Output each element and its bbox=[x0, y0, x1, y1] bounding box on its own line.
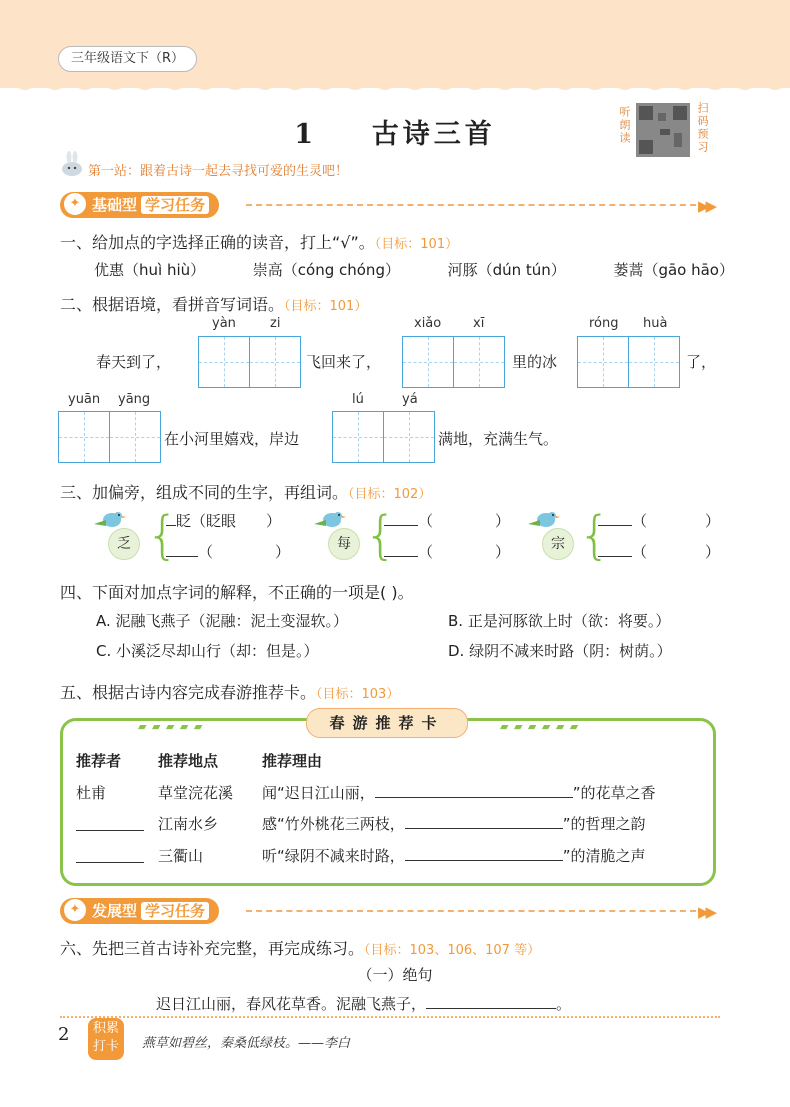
reason-post: ”的哲理之韵 bbox=[562, 815, 646, 833]
pinyin: xī bbox=[473, 316, 485, 331]
reason-pre: 感“竹外桃花三两枝， bbox=[262, 815, 405, 833]
person-blank[interactable] bbox=[76, 862, 144, 863]
q6-goal: （目标：103、106、107 等） bbox=[364, 943, 541, 958]
writing-box[interactable] bbox=[332, 411, 435, 463]
poem-line bbox=[156, 993, 571, 1014]
q3-row[interactable] bbox=[384, 510, 510, 531]
base-char: 乏 bbox=[108, 528, 140, 560]
q1-stem bbox=[60, 230, 458, 253]
paren: ） bbox=[495, 512, 511, 530]
q1-item[interactable]: 优惠（huì hiù） bbox=[94, 261, 206, 279]
q1-goal: （目标：101） bbox=[374, 237, 459, 252]
person-blank[interactable] bbox=[76, 830, 144, 831]
q2-text-segment: 满地，充满生气。 bbox=[438, 430, 559, 448]
writing-box[interactable] bbox=[198, 336, 301, 388]
section-task: 学习任务 bbox=[141, 902, 209, 920]
base-char: 宗 bbox=[542, 528, 574, 560]
pinyin: lú bbox=[352, 392, 364, 407]
double-arrow-icon: ▶▶ bbox=[698, 197, 714, 215]
pinyin: róng bbox=[589, 316, 619, 331]
card-reason bbox=[262, 813, 646, 834]
poem-blank[interactable] bbox=[426, 1008, 556, 1009]
col-header: 推荐理由 bbox=[262, 752, 323, 770]
writing-box[interactable] bbox=[402, 336, 505, 388]
paren: ） bbox=[705, 512, 721, 530]
q1-text: 一、给加点的字选择正确的读音，打上“√”。 bbox=[60, 233, 375, 252]
station-intro: 第一站：跟着古诗一起去寻找可爱的生灵吧！ bbox=[88, 164, 349, 179]
q6-stem bbox=[60, 936, 540, 959]
section-basic-banner bbox=[60, 192, 720, 218]
answer-blank[interactable] bbox=[375, 797, 573, 798]
q4-option-c[interactable]: C. 小溪泛尽却山行（却：但是。） bbox=[96, 642, 319, 660]
q2-text-segment: 春天到了， bbox=[96, 353, 172, 371]
paren: （ bbox=[418, 512, 434, 530]
q4-option-d[interactable]: D. 绿阴不减来时路（阴：树荫。） bbox=[448, 642, 672, 660]
card-place: 江南水乡 bbox=[158, 815, 219, 833]
section-badge bbox=[60, 898, 219, 924]
bunny-icon bbox=[58, 150, 86, 178]
base-char: 每 bbox=[328, 528, 360, 560]
paren: （ bbox=[418, 543, 434, 561]
paren: ） bbox=[495, 543, 511, 561]
reason-post: ”的清脆之声 bbox=[562, 847, 646, 865]
q3-row[interactable] bbox=[598, 541, 720, 562]
lightbulb-icon: ✦ bbox=[64, 899, 86, 921]
reason-pre: 闻“迟日江山丽， bbox=[262, 784, 375, 802]
q2-text-segment: 在小河里嬉戏，岸边 bbox=[164, 430, 300, 448]
q3-row[interactable] bbox=[598, 510, 720, 531]
paren: ） bbox=[705, 543, 721, 561]
qr-code[interactable] bbox=[636, 103, 690, 157]
checkin-badge bbox=[88, 1018, 124, 1060]
paren: ） bbox=[266, 512, 282, 530]
card-reason bbox=[262, 845, 646, 866]
section-type: 基础型 bbox=[92, 196, 138, 214]
pinyin: huà bbox=[643, 316, 668, 331]
scan-preview-label: 扫码预习 bbox=[696, 102, 709, 154]
grade-label: 三年级语文下（R） bbox=[58, 46, 197, 72]
section-badge bbox=[60, 192, 219, 218]
example-word: 眨眼 bbox=[206, 512, 237, 530]
brace-icon: { bbox=[364, 506, 398, 566]
q5-goal: （目标：103） bbox=[316, 687, 400, 702]
pinyin: yá bbox=[402, 392, 418, 407]
paren: （ bbox=[632, 512, 648, 530]
pinyin: yāng bbox=[118, 392, 151, 407]
section-develop-banner bbox=[60, 898, 720, 924]
badge-line: 积累 bbox=[92, 1021, 119, 1036]
answer-blank[interactable] bbox=[405, 860, 563, 861]
footer-quote: 燕草如碧丝，秦桑低绿枝。——李白 bbox=[142, 1036, 351, 1051]
brace-icon: { bbox=[578, 506, 612, 566]
card-deco-right: ▰ ▰ ▰ ▰ ▰ ▰ bbox=[500, 720, 580, 733]
q5-stem bbox=[60, 680, 399, 703]
card-title: 春游推荐卡 bbox=[306, 708, 468, 738]
paren: ） bbox=[275, 543, 291, 561]
q2-text: 二、根据语境，看拼音写词语。 bbox=[60, 295, 285, 314]
reason-pre: 听“绿阴不减来时路， bbox=[262, 847, 405, 865]
q2-text-segment: 里的冰 bbox=[512, 353, 558, 371]
col-header: 推荐者 bbox=[76, 752, 122, 770]
q1-item[interactable]: 河豚（dún tún） bbox=[447, 261, 566, 279]
reason-post: ”的花草之香 bbox=[572, 784, 656, 802]
card-reason bbox=[262, 782, 656, 803]
q1-item[interactable]: 崇高（cóng chóng） bbox=[252, 261, 400, 279]
banner-divider bbox=[246, 204, 696, 206]
brace-icon: { bbox=[146, 506, 180, 566]
q3-row[interactable] bbox=[384, 541, 510, 562]
q5-text: 五、根据古诗内容完成春游推荐卡。 bbox=[60, 683, 317, 702]
paren: （ bbox=[198, 543, 214, 561]
listen-label: 听朗读 bbox=[618, 106, 631, 145]
double-arrow-icon: ▶▶ bbox=[698, 903, 714, 921]
lesson-name: 古诗三首 bbox=[371, 119, 496, 150]
q1-items bbox=[94, 259, 734, 280]
pinyin: xiǎo bbox=[414, 316, 442, 331]
q4-option-a[interactable]: A. 泥融飞燕子（泥融：泥土变湿软。） bbox=[96, 612, 349, 630]
card-place: 三衢山 bbox=[158, 847, 204, 865]
writing-box[interactable] bbox=[577, 336, 680, 388]
writing-box[interactable] bbox=[58, 411, 161, 463]
q2-text-segment: 了， bbox=[686, 353, 717, 371]
q4-stem: 四、下面对加点字词的解释，不正确的一项是( )。 bbox=[60, 583, 414, 602]
pinyin: yàn bbox=[212, 316, 236, 331]
poem-end: 。 bbox=[556, 995, 572, 1013]
answer-blank[interactable] bbox=[405, 828, 563, 829]
q2-goal: （目标：101） bbox=[284, 299, 368, 314]
footer-divider bbox=[60, 1016, 720, 1018]
example-char: 眨 bbox=[176, 512, 192, 530]
q3-stem bbox=[60, 480, 431, 503]
bird-icon bbox=[312, 508, 346, 530]
q3-row[interactable] bbox=[166, 541, 290, 562]
pinyin: zi bbox=[270, 316, 281, 331]
q4-option-b[interactable]: B. 正是河豚欲上时（欲：将要。） bbox=[448, 612, 671, 630]
bird-icon bbox=[92, 508, 126, 530]
paren: （ bbox=[191, 512, 207, 530]
q3-text: 三、加偏旁，组成不同的生字，再组词。 bbox=[60, 483, 349, 502]
q3-goal: （目标：102） bbox=[348, 487, 432, 502]
card-person: 杜甫 bbox=[76, 784, 107, 802]
q2-text-segment: 飞回来了， bbox=[306, 353, 382, 371]
q2-stem bbox=[60, 292, 367, 315]
card-place: 草堂浣花溪 bbox=[158, 784, 234, 802]
section-task: 学习任务 bbox=[141, 196, 209, 214]
card-deco-left: ▰ ▰ ▰ ▰ ▰ bbox=[138, 720, 204, 733]
bird-icon bbox=[526, 508, 560, 530]
lightbulb-icon: ✦ bbox=[64, 193, 86, 215]
banner-divider bbox=[246, 910, 696, 912]
badge-line: 打卡 bbox=[92, 1039, 119, 1054]
pinyin: yuān bbox=[68, 392, 101, 407]
scallop-edge bbox=[0, 70, 790, 100]
paren: （ bbox=[632, 543, 648, 561]
q1-item[interactable]: 蒌蒿（gāo hāo） bbox=[613, 261, 734, 279]
page-number: 2 bbox=[58, 1024, 70, 1045]
q3-row bbox=[166, 510, 281, 531]
poem-text: 迟日江山丽，春风花草香。泥融飞燕子， bbox=[156, 995, 427, 1013]
q6-text: 六、先把三首古诗补充完整，再完成练习。 bbox=[60, 939, 365, 958]
lesson-number: 1 bbox=[294, 119, 317, 150]
col-header: 推荐地点 bbox=[158, 752, 219, 770]
section-type: 发展型 bbox=[92, 902, 138, 920]
poem-title: （一）绝句 bbox=[357, 966, 433, 984]
